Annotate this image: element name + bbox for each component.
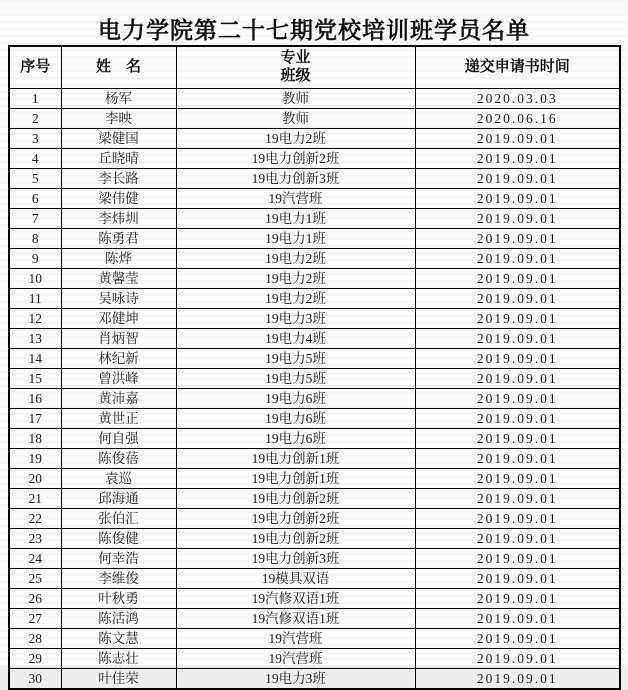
cell-no: 6 (9, 188, 61, 208)
cell-no: 17 (9, 408, 61, 428)
cell-class: 19电力6班 (176, 428, 415, 448)
table-row (9, 148, 620, 168)
cell-name: 叶佳荣 (61, 668, 176, 689)
table-row (9, 128, 620, 148)
header-date: 递交申请书时间 (415, 46, 620, 88)
table-row (9, 188, 620, 208)
table-row (9, 348, 620, 368)
cell-no: 8 (9, 228, 61, 248)
cell-no: 15 (9, 368, 61, 388)
cell-date: 2019.09.01 (415, 268, 620, 288)
cell-no: 12 (9, 308, 61, 328)
cell-class: 19电力创新2班 (176, 508, 415, 528)
cell-class: 教师 (176, 88, 415, 108)
cell-date: 2019.09.01 (415, 488, 620, 508)
cell-class: 19电力4班 (176, 328, 415, 348)
cell-no: 9 (9, 248, 61, 268)
cell-class: 19电力5班 (176, 368, 415, 388)
cell-name: 陈活鸿 (61, 608, 176, 628)
cell-date: 2019.09.01 (415, 168, 620, 188)
cell-date: 2019.09.01 (415, 148, 620, 168)
table-row (9, 268, 620, 288)
cell-name: 杨军 (61, 88, 176, 108)
cell-name: 黄沛嘉 (61, 388, 176, 408)
table-row (9, 208, 620, 228)
cell-date: 2019.09.01 (415, 228, 620, 248)
cell-name: 李维俊 (61, 568, 176, 588)
cell-date: 2019.09.01 (415, 248, 620, 268)
cell-class: 教师 (176, 108, 415, 128)
table-row (9, 588, 620, 608)
student-roster-table (8, 45, 621, 690)
cell-date: 2020.06.16 (415, 108, 620, 128)
cell-no: 3 (9, 128, 61, 148)
cell-name: 陈俊蓓 (61, 448, 176, 468)
cell-date: 2019.09.01 (415, 568, 620, 588)
cell-class: 19汽修双语1班 (176, 608, 415, 628)
cell-date: 2019.09.01 (415, 548, 620, 568)
cell-date: 2019.09.01 (415, 448, 620, 468)
table-row (9, 168, 620, 188)
table-row (9, 568, 620, 588)
table-row (9, 668, 620, 689)
cell-class: 19汽营班 (176, 648, 415, 668)
cell-name: 邱海通 (61, 488, 176, 508)
cell-date: 2019.09.01 (415, 308, 620, 328)
cell-no: 23 (9, 528, 61, 548)
cell-no: 21 (9, 488, 61, 508)
cell-class: 19电力创新1班 (176, 468, 415, 488)
cell-date: 2019.09.01 (415, 628, 620, 648)
page-title: 电力学院第二十七期党校培训班学员名单 (98, 17, 530, 43)
cell-name: 黄馨莹 (61, 268, 176, 288)
cell-name: 叶秋勇 (61, 588, 176, 608)
cell-class: 19电力6班 (176, 388, 415, 408)
table-row (9, 248, 620, 268)
cell-date: 2019.09.01 (415, 668, 620, 689)
cell-class: 19电力3班 (176, 308, 415, 328)
table-row (9, 328, 620, 348)
table-row (9, 408, 620, 428)
cell-date: 2019.09.01 (415, 128, 620, 148)
cell-name: 吴咏诗 (61, 288, 176, 308)
cell-date: 2019.09.01 (415, 348, 620, 368)
cell-no: 7 (9, 208, 61, 228)
cell-name: 陈俊健 (61, 528, 176, 548)
cell-name: 梁伟健 (61, 188, 176, 208)
cell-class: 19电力2班 (176, 288, 415, 308)
table-row (9, 548, 620, 568)
cell-date: 2019.09.01 (415, 608, 620, 628)
cell-name: 曾洪峰 (61, 368, 176, 388)
table-row (9, 608, 620, 628)
table-row (9, 308, 620, 328)
header-name: 姓 名 (61, 46, 176, 88)
cell-class: 19电力创新2班 (176, 488, 415, 508)
cell-date: 2019.09.01 (415, 648, 620, 668)
cell-date: 2019.09.01 (415, 188, 620, 208)
cell-name: 张伯汇 (61, 508, 176, 528)
cell-no: 5 (9, 168, 61, 188)
cell-class: 19电力2班 (176, 128, 415, 148)
header-class (176, 46, 415, 88)
cell-name: 李炜圳 (61, 208, 176, 228)
cell-no: 28 (9, 628, 61, 648)
cell-no: 29 (9, 648, 61, 668)
cell-no: 1 (9, 88, 61, 108)
cell-name: 陈勇君 (61, 228, 176, 248)
table-row (9, 448, 620, 468)
cell-class: 19电力6班 (176, 408, 415, 428)
table-row (9, 388, 620, 408)
cell-class: 19汽营班 (176, 188, 415, 208)
cell-date: 2020.03.03 (415, 88, 620, 108)
table-row (9, 108, 620, 128)
cell-date: 2019.09.01 (415, 428, 620, 448)
student-table-body (9, 88, 620, 689)
cell-class: 19电力1班 (176, 228, 415, 248)
cell-no: 2 (9, 108, 61, 128)
cell-class: 19汽修双语1班 (176, 588, 415, 608)
cell-class: 19汽营班 (176, 628, 415, 648)
cell-no: 13 (9, 328, 61, 348)
cell-class: 19电力5班 (176, 348, 415, 368)
cell-class: 19电力2班 (176, 248, 415, 268)
cell-name: 袁巡 (61, 468, 176, 488)
cell-no: 10 (9, 268, 61, 288)
table-row (9, 528, 620, 548)
cell-class: 19电力2班 (176, 268, 415, 288)
cell-no: 16 (9, 388, 61, 408)
cell-class: 19电力创新3班 (176, 168, 415, 188)
cell-name: 丘晓晴 (61, 148, 176, 168)
header-no: 序号 (9, 46, 61, 88)
cell-date: 2019.09.01 (415, 588, 620, 608)
cell-no: 25 (9, 568, 61, 588)
cell-no: 24 (9, 548, 61, 568)
cell-name: 梁健国 (61, 128, 176, 148)
header-row (9, 46, 620, 88)
cell-date: 2019.09.01 (415, 328, 620, 348)
cell-name: 邓健坤 (61, 308, 176, 328)
cell-date: 2019.09.01 (415, 408, 620, 428)
cell-no: 27 (9, 608, 61, 628)
cell-date: 2019.09.01 (415, 288, 620, 308)
cell-name: 陈文慧 (61, 628, 176, 648)
cell-name: 肖炳智 (61, 328, 176, 348)
table-row (9, 368, 620, 388)
cell-no: 30 (9, 668, 61, 689)
cell-date: 2019.09.01 (415, 208, 620, 228)
table-row (9, 468, 620, 488)
cell-no: 4 (9, 148, 61, 168)
cell-name: 陈志壮 (61, 648, 176, 668)
cell-date: 2019.09.01 (415, 388, 620, 408)
table-header (9, 46, 620, 88)
cell-class: 19电力创新1班 (176, 448, 415, 468)
cell-no: 11 (9, 288, 61, 308)
table-row (9, 488, 620, 508)
cell-name: 林纪新 (61, 348, 176, 368)
header-class-line2: 班级 (280, 67, 311, 85)
cell-no: 14 (9, 348, 61, 368)
cell-name: 黄世正 (61, 408, 176, 428)
table-row (9, 228, 620, 248)
cell-no: 18 (9, 428, 61, 448)
header-class-line1: 专业 (280, 48, 311, 66)
cell-date: 2019.09.01 (415, 468, 620, 488)
cell-name: 何自强 (61, 428, 176, 448)
table-row (9, 288, 620, 308)
cell-no: 26 (9, 588, 61, 608)
cell-no: 22 (9, 508, 61, 528)
cell-class: 19电力创新2班 (176, 528, 415, 548)
cell-name: 何幸浩 (61, 548, 176, 568)
cell-class: 19电力创新2班 (176, 148, 415, 168)
cell-date: 2019.09.01 (415, 528, 620, 548)
cell-name: 陈烨 (61, 248, 176, 268)
cell-date: 2019.09.01 (415, 508, 620, 528)
table-row (9, 508, 620, 528)
table-row (9, 628, 620, 648)
table-row (9, 88, 620, 108)
cell-date: 2019.09.01 (415, 368, 620, 388)
cell-name: 李映 (61, 108, 176, 128)
cell-class: 19电力1班 (176, 208, 415, 228)
cell-no: 19 (9, 448, 61, 468)
cell-class: 19模具双语 (176, 568, 415, 588)
table-row (9, 648, 620, 668)
table-row (9, 428, 620, 448)
cell-class: 19电力创新3班 (176, 548, 415, 568)
cell-no: 20 (9, 468, 61, 488)
cell-class: 19电力3班 (176, 668, 415, 689)
cell-name: 李长路 (61, 168, 176, 188)
